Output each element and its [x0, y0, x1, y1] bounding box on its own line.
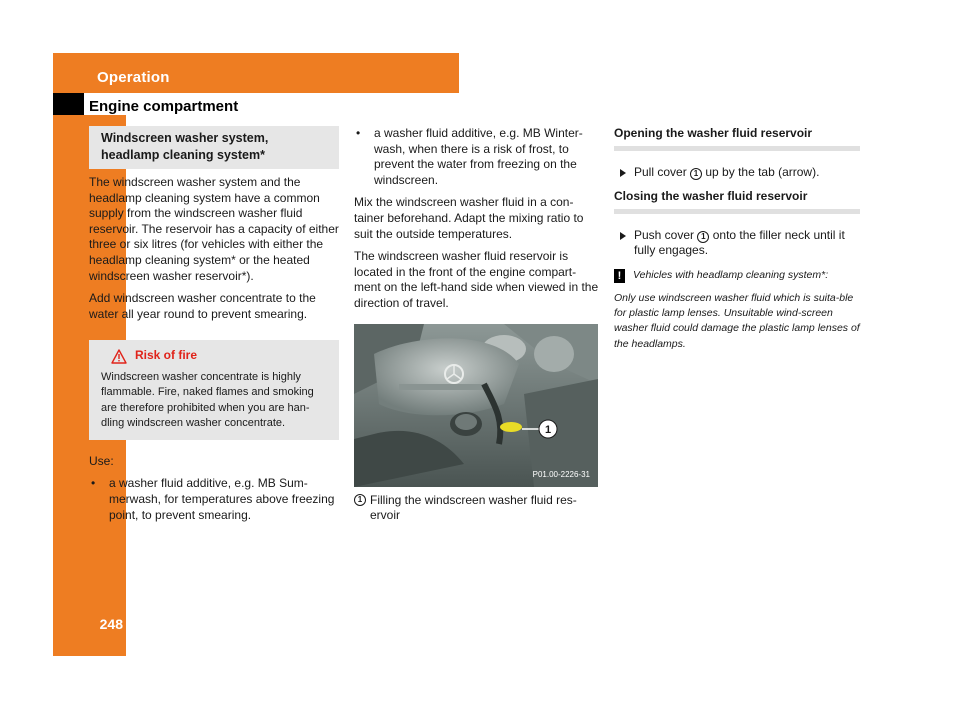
step-number: 1: [690, 168, 702, 180]
list-item-text: a washer fluid additive, e.g. MB Winter-wash, when there is a risk of frost, to prevent the water from freezing on the windscreen.: [374, 126, 583, 187]
opening-heading: Opening the washer fluid reservoir: [614, 126, 860, 151]
use-label: Use:: [89, 453, 114, 468]
paragraph: Add windscreen washer concentrate to the water all year round to prevent smearing.: [89, 291, 316, 321]
subsection-marker: [53, 93, 84, 115]
note-header: [614, 268, 860, 284]
caption-number: 1: [354, 494, 366, 506]
step-text-after: up by the tab (arrow).: [705, 164, 820, 179]
warning-title: Risk of fire: [135, 348, 198, 363]
step-text-after: onto the filler neck until it fully engages.: [634, 227, 845, 258]
closing-step: [614, 228, 860, 259]
exclamation-icon: !: [614, 269, 625, 283]
page-number: 248: [99, 616, 123, 632]
photo-callout-number: 1: [544, 423, 552, 436]
subsection-title: Engine compartment: [89, 98, 239, 115]
section-title: Operation: [97, 69, 170, 86]
photo-reference-code: P01.00-2226-31: [532, 469, 590, 479]
bullet-marker: •: [91, 476, 96, 491]
list-item: [354, 126, 602, 188]
caption-text: Filling the windscreen washer fluid res-ervoir: [370, 492, 577, 523]
step-text-before: Pull cover: [634, 164, 687, 179]
bullet-marker: •: [356, 126, 361, 140]
right-column: [614, 126, 860, 352]
step-text-before: Push cover: [634, 227, 695, 242]
opening-step: [614, 165, 860, 181]
arrow-bullet-icon: [620, 232, 626, 240]
closing-heading: Closing the washer fluid reservoir: [614, 189, 860, 214]
washer-system-heading: Windscreen washer system, headlamp cleaning system*: [89, 126, 339, 169]
warning-triangle-icon: [111, 349, 127, 364]
step-number: 1: [697, 231, 709, 243]
note-text: Only use windscreen washer fluid which is suita-ble for plastic lamp lenses. Unsuitable wind-screen washer fluid could damage the plastic lamp lenses of the headlamps.: [614, 291, 860, 350]
list-item: [89, 476, 339, 523]
note-title: Vehicles with headlamp cleaning system*:: [633, 268, 829, 281]
fire-warning-box: [89, 340, 339, 440]
warning-text: Windscreen washer concentrate is highly flammable. Fire, naked flames and smoking are therefore prohibited when you are han-dling windscreen washer concentrate.: [101, 370, 314, 430]
paragraph: The windscreen washer system and the headlamp cleaning system have a common supply from the windscreen washer fluid reservoir. The reservoir has a capacity of either three or six litres (for vehicles with either the headlamp cleaning system* or the heated windscreen washer reservoir*).: [89, 175, 339, 283]
list-item-text: a washer fluid additive, e.g. MB Sum-merwash, for temperatures above freezing point, to prevent smearing.: [109, 476, 335, 522]
arrow-bullet-icon: [620, 169, 626, 177]
left-column: [89, 126, 339, 530]
warning-header: [101, 348, 327, 364]
photo-caption: [354, 493, 602, 524]
middle-column: [354, 126, 602, 524]
engine-compartment-photo: [354, 324, 598, 487]
paragraph: The windscreen washer fluid reservoir is located in the front of the engine compart-ment on the left-hand side when viewed in the direction of travel.: [354, 249, 599, 310]
paragraph: Mix the windscreen washer fluid in a con-tainer beforehand. Adapt the mixing ratio to suit the outside temperatures.: [354, 195, 584, 241]
